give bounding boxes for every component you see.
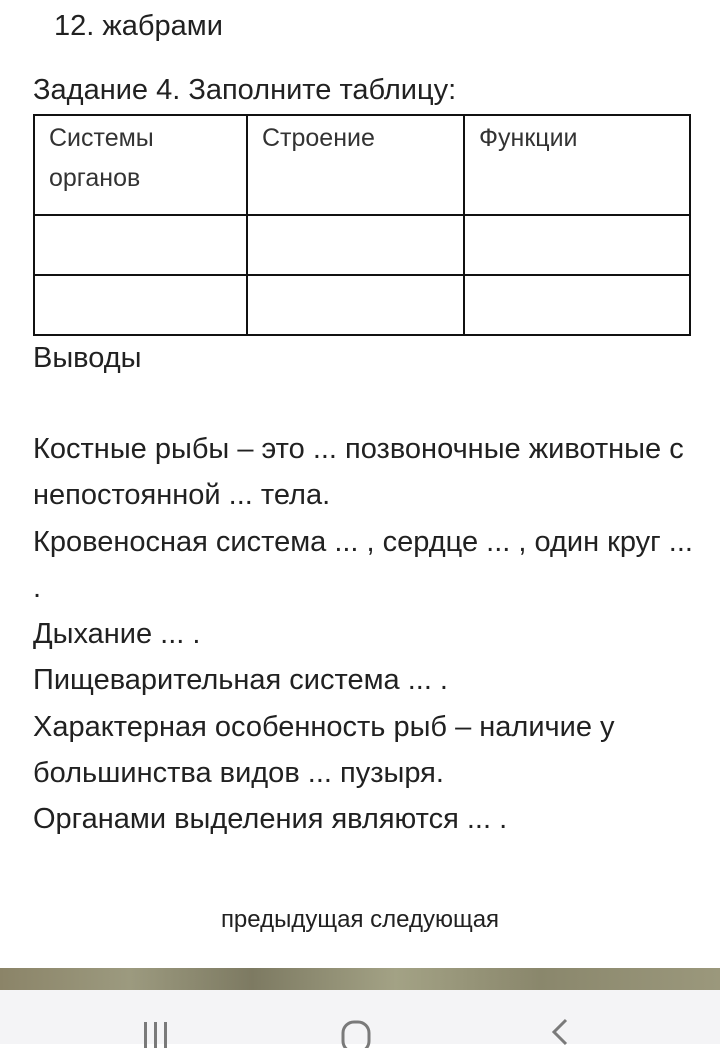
previous-answer-line: 12. жабрами [54, 10, 223, 42]
conclusion-line: Пищеварительная система ... . [33, 664, 448, 697]
pager [0, 904, 720, 936]
conclusion-line: Кровеносная система ... , сердце ... , один круг ... . [33, 525, 693, 604]
table-cell [247, 275, 464, 335]
table-cell [247, 215, 464, 275]
conclusion-line: Дыхание ... . [33, 618, 201, 651]
table-cell [464, 275, 690, 335]
table-cell [34, 215, 247, 275]
next-link[interactable]: следующая [370, 906, 500, 933]
conclusion-line: Органами выделения являются ... . [33, 803, 508, 836]
table-cell [34, 275, 247, 335]
task-title: Задание 4. Заполните таблицу: [33, 74, 457, 106]
organ-systems-table [33, 114, 691, 336]
previous-link[interactable]: предыдущая [220, 906, 364, 933]
background-photo-strip [0, 968, 720, 990]
conclusion-line: Характерная особенность рыб – наличие у большинства видов ... пузыря. [33, 710, 615, 790]
conclusions-label: Выводы [33, 342, 142, 374]
table-header-row [34, 115, 690, 215]
table-header-cell: Системы органов [34, 115, 247, 215]
table-cell [464, 215, 690, 275]
table-row [34, 215, 690, 275]
table-header-cell: Строение [247, 115, 464, 215]
system-navigation-bar [0, 990, 720, 1044]
table-header-cell: Функции [464, 115, 690, 215]
conclusions-text [33, 426, 703, 843]
table-row [34, 275, 690, 335]
conclusion-line: Костные рыбы – это ... позвоночные животные с непостоянной ... тела. [33, 433, 684, 512]
